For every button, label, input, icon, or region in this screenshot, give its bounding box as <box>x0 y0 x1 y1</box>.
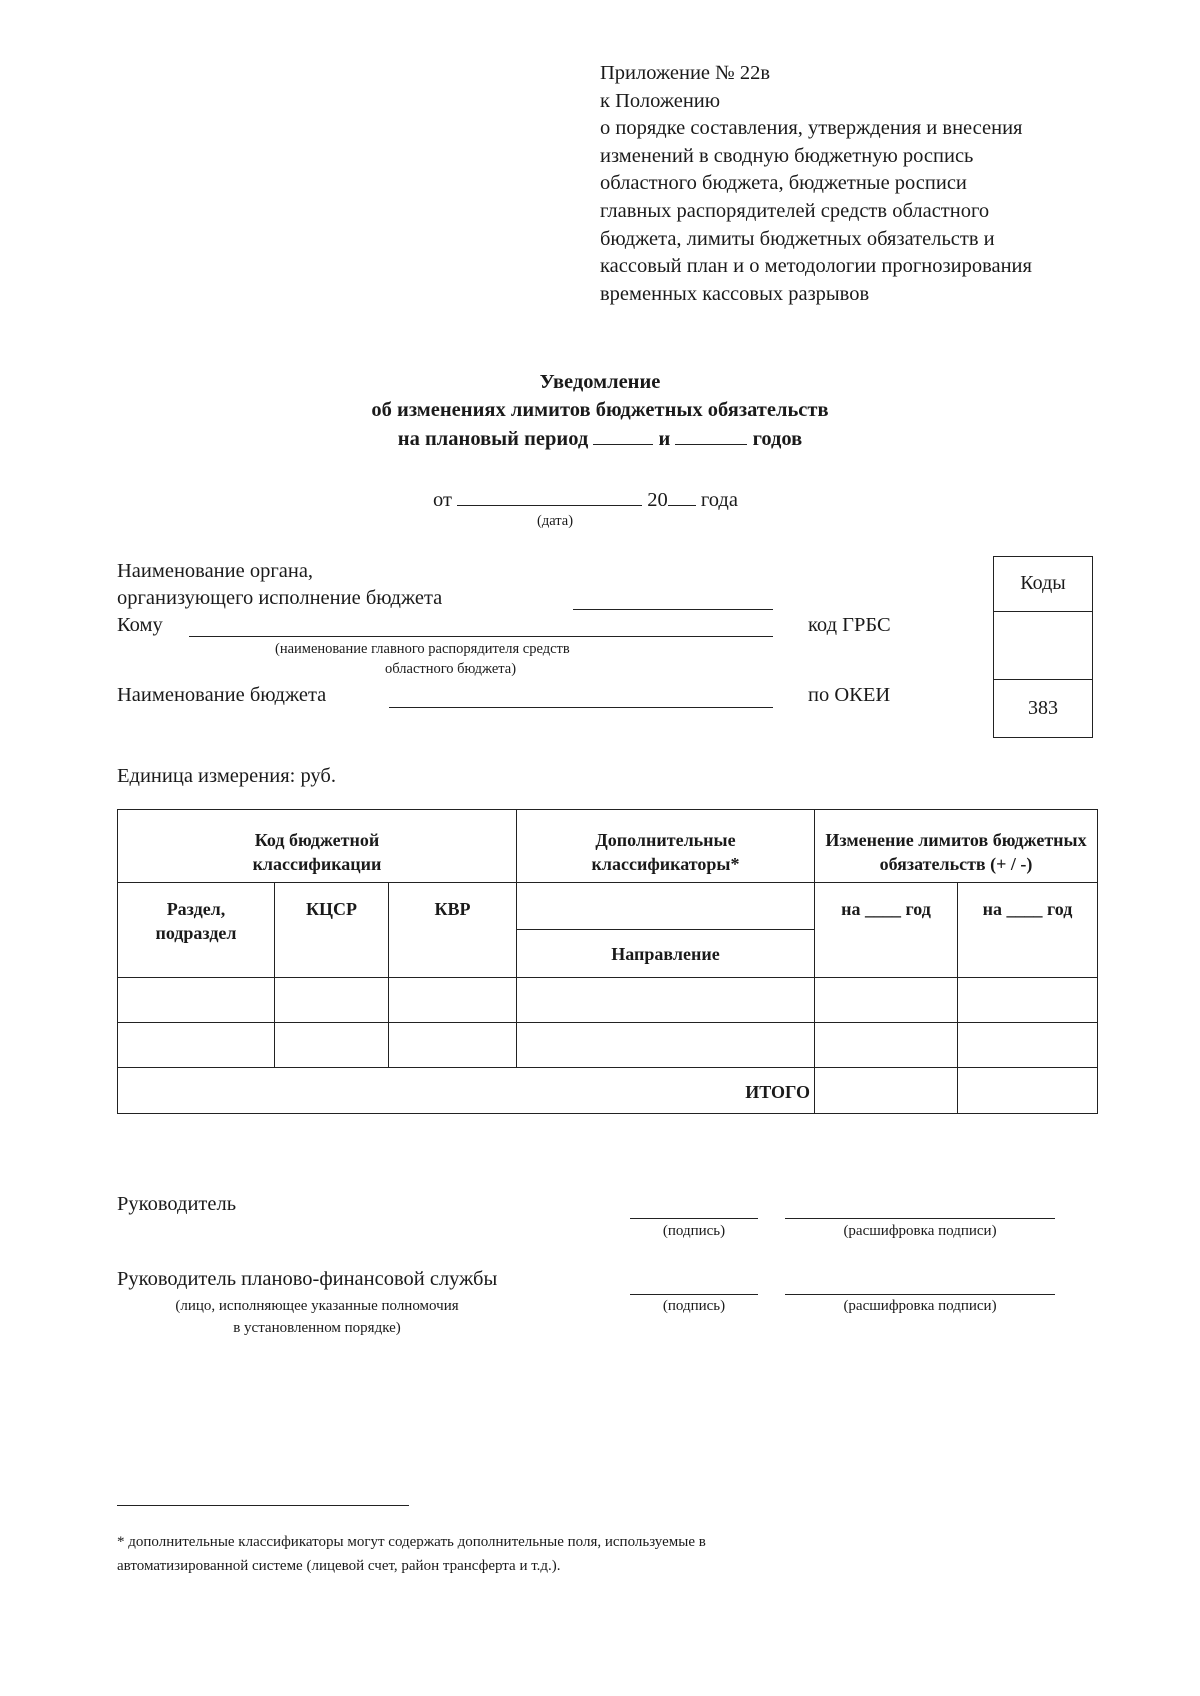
date-line <box>433 485 738 512</box>
to-label: Кому <box>117 614 163 636</box>
head-signature-caption: (подпись) <box>662 1223 726 1239</box>
date-year-field[interactable] <box>668 485 696 506</box>
codes-header: Коды <box>1020 572 1066 594</box>
table-row <box>118 978 1098 1023</box>
head-signature-label: Руководитель <box>117 1193 237 1215</box>
header-year1: на ____ год <box>815 883 958 978</box>
period-and: и <box>658 428 671 450</box>
codes-box <box>993 556 1093 738</box>
table-row <box>118 1023 1098 1068</box>
header-year2: на ____ год <box>958 883 1098 978</box>
appendix-reference <box>600 60 1160 308</box>
appendix-line: временных кассовых разрывов <box>600 282 870 305</box>
total-year2-cell[interactable] <box>958 1068 1098 1114</box>
table-cell[interactable] <box>815 978 958 1023</box>
fin-head-signature-caption: (подпись) <box>662 1298 726 1314</box>
planning-period-line <box>0 424 1200 453</box>
head-decode-field[interactable] <box>785 1218 1055 1219</box>
period-year1-field[interactable] <box>593 424 653 445</box>
header-section: Раздел, подраздел <box>118 883 275 978</box>
total-row <box>118 1068 1098 1114</box>
fin-head-signature-field[interactable] <box>630 1294 758 1295</box>
date-caption: (дата) <box>537 513 574 529</box>
organ-label-1: Наименование органа, <box>117 560 314 582</box>
table-cell[interactable] <box>958 978 1098 1023</box>
table-cell[interactable] <box>389 1023 517 1068</box>
header-limits-change: Изменение лимитов бюджетных обязательств (+ / -) <box>815 810 1098 883</box>
table-cell[interactable] <box>815 1023 958 1068</box>
footnote <box>117 1530 1117 1578</box>
appendix-line: бюджета, лимиты бюджетных обязательств и <box>600 227 995 250</box>
recipient-field[interactable] <box>189 636 773 637</box>
fin-head-signature-label: Руководитель планово-финансовой службы <box>117 1268 498 1290</box>
footnote-line-2: автоматизированной системе (лицевой счет, район трансферта и т.д.). <box>117 1558 561 1574</box>
footnote-line-1: * дополнительные классификаторы могут содержать дополнительные поля, используемые в <box>117 1534 706 1550</box>
footnote-divider <box>117 1505 409 1506</box>
fin-head-decode-caption: (расшифровка подписи) <box>843 1298 997 1314</box>
table-cell[interactable] <box>118 978 275 1023</box>
fin-head-caption-1: (лицо, исполняющее указанные полномочия <box>175 1298 459 1314</box>
date-prefix: от <box>433 489 452 511</box>
appendix-line: Приложение № 22в <box>600 62 771 84</box>
organ-name-field[interactable] <box>573 609 773 610</box>
okei-code-value: 383 <box>1028 697 1058 719</box>
appendix-line: изменений в сводную бюджетную роспись <box>600 144 974 167</box>
document-title: Уведомление <box>539 371 661 393</box>
header-kvr: КВР <box>389 883 517 978</box>
table-cell[interactable] <box>517 1023 815 1068</box>
head-decode-caption: (расшифровка подписи) <box>843 1223 997 1239</box>
codes-divider <box>994 679 1092 680</box>
limits-table <box>117 809 1098 1114</box>
appendix-line: о порядке составления, утверждения и внесения <box>600 117 1023 140</box>
total-label: ИТОГО <box>118 1068 815 1114</box>
budget-name-field[interactable] <box>389 707 773 708</box>
appendix-line: главных распорядителей средств областного <box>600 199 990 222</box>
fin-head-decode-field[interactable] <box>785 1294 1055 1295</box>
header-direction: Направление <box>517 930 815 978</box>
appendix-line: к Положению <box>600 89 721 112</box>
table-cell[interactable] <box>118 1023 275 1068</box>
recipient-caption-2: областного бюджета) <box>385 661 517 677</box>
table-cell[interactable] <box>275 1023 389 1068</box>
recipient-caption-1: (наименование главного распорядителя средств <box>275 641 570 657</box>
date-suffix: года <box>700 489 738 511</box>
header-classifier-spacer <box>517 883 815 930</box>
okei-label: по ОКЕИ <box>808 684 891 706</box>
document-subtitle: об изменениях лимитов бюджетных обязательств <box>371 399 829 421</box>
unit-of-measure: Единица измерения: руб. <box>117 765 336 787</box>
table-cell[interactable] <box>517 978 815 1023</box>
fin-head-caption-2: в установленном порядке) <box>233 1320 401 1336</box>
period-suffix: годов <box>752 428 803 450</box>
header-kcsr: КЦСР <box>275 883 389 978</box>
table-cell[interactable] <box>275 978 389 1023</box>
period-prefix: на плановый период <box>397 428 589 450</box>
date-year-prefix: 20 <box>647 489 668 511</box>
appendix-line: кассовый план и о методологии прогнозирования <box>600 255 1032 278</box>
total-year1-cell[interactable] <box>815 1068 958 1114</box>
table-cell[interactable] <box>389 978 517 1023</box>
head-signature-field[interactable] <box>630 1218 758 1219</box>
period-year2-field[interactable] <box>675 424 747 445</box>
date-field[interactable] <box>457 485 642 506</box>
appendix-line: областного бюджета, бюджетные росписи <box>600 172 967 195</box>
budget-name-label: Наименование бюджета <box>117 684 327 706</box>
header-budget-classification: Код бюджетной классификации <box>118 810 517 883</box>
organ-label-2: организующего исполнение бюджета <box>117 587 443 609</box>
header-additional-classifiers: Дополнительные классификаторы* <box>517 810 815 883</box>
grbs-code-value[interactable] <box>994 612 1092 678</box>
table-cell[interactable] <box>958 1023 1098 1068</box>
grbs-code-label: код ГРБС <box>808 614 891 636</box>
